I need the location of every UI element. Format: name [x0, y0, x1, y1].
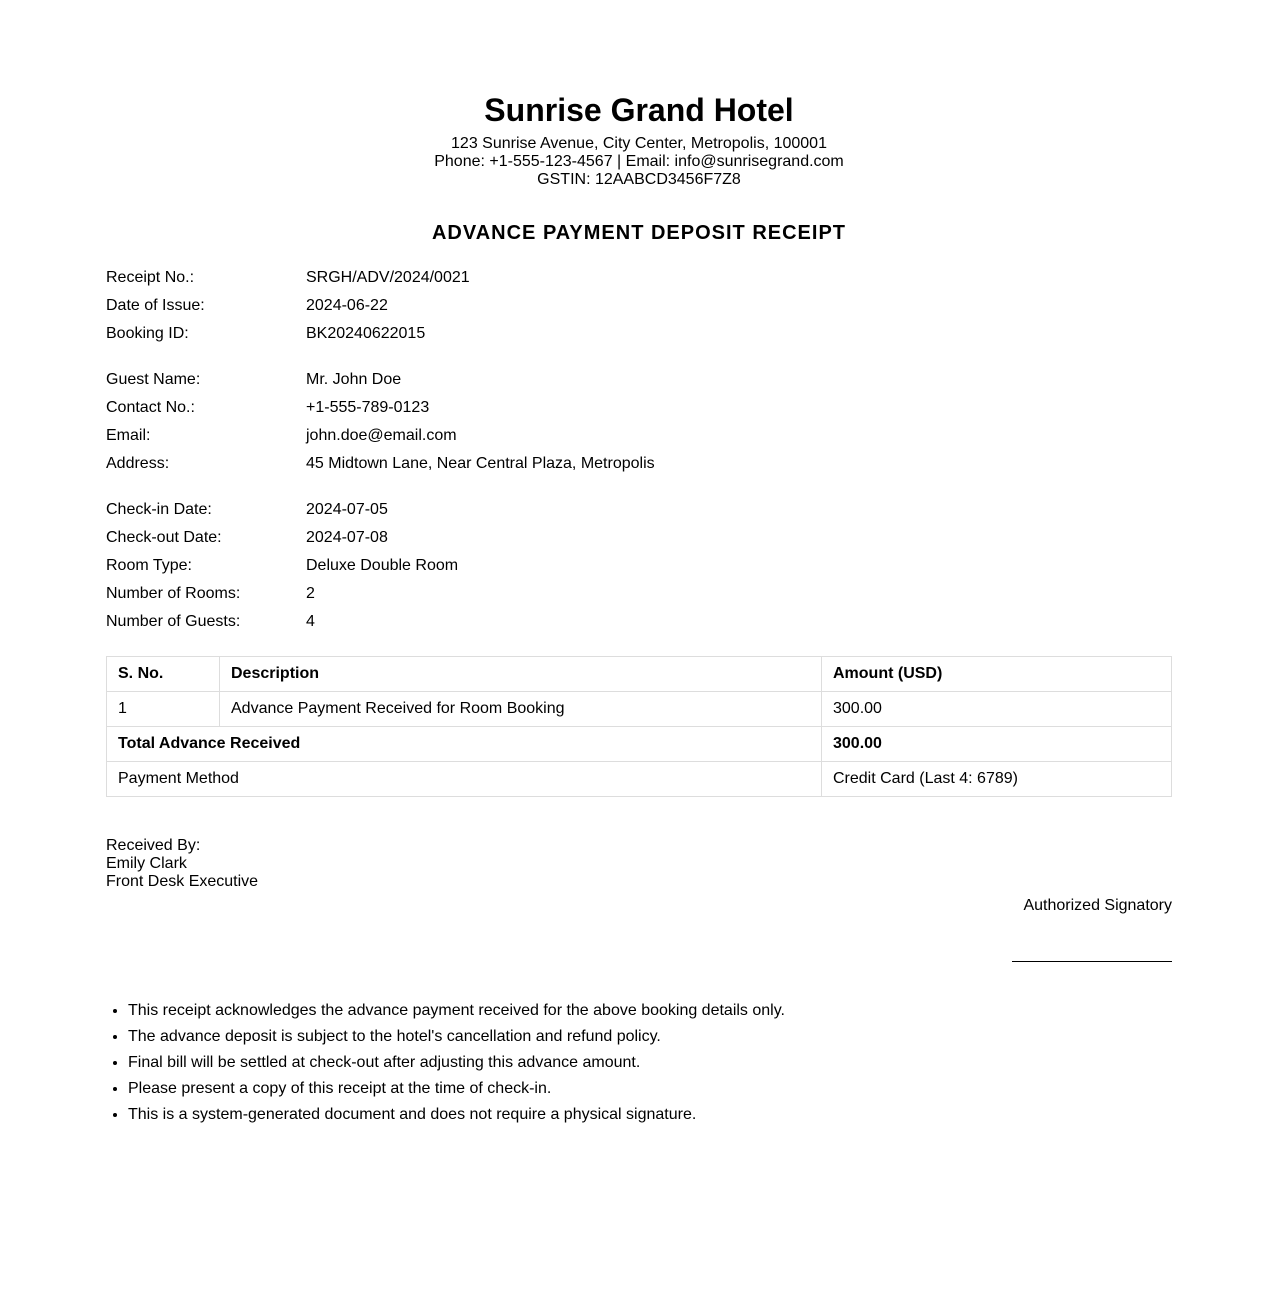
- document-title: ADVANCE PAYMENT DEPOSIT RECEIPT: [431, 222, 847, 244]
- info-label: Email:: [106, 427, 151, 444]
- info-value: BK20240622015: [306, 325, 426, 342]
- table-row: [107, 692, 1172, 727]
- info-label: Number of Guests:: [106, 613, 241, 630]
- info-row-number-of-guests: [106, 608, 1172, 636]
- cell-amount: 300.00: [822, 692, 1172, 727]
- column-header-sno: S. No.: [107, 657, 220, 692]
- list-item: • The advance deposit is subject to the hotel's cancellation and refund policy.: [128, 1024, 1172, 1050]
- info-row-contact-no: [106, 394, 1172, 422]
- info-value: john.doe@email.com: [306, 427, 457, 444]
- authorized-signatory: Authorized Signatory: [1023, 897, 1172, 914]
- guest-info: [106, 366, 1172, 478]
- total-row: [107, 727, 1172, 762]
- info-value: 2024-06-22: [306, 297, 388, 314]
- list-item: • Please present a copy of this receipt at the time of check-in.: [128, 1076, 1172, 1102]
- info-value: Deluxe Double Room: [306, 557, 459, 574]
- info-label: Contact No.:: [106, 399, 195, 416]
- info-row-check-out: [106, 524, 1172, 552]
- list-item: • This receipt acknowledges the advance payment received for the above booking details only.: [128, 998, 1172, 1024]
- hotel-details: [106, 135, 1172, 189]
- hotel-gstin: GSTIN: 12AABCD3456F7Z8: [537, 171, 741, 188]
- hotel-name: Sunrise Grand Hotel: [484, 92, 794, 128]
- column-header-description: Description: [220, 657, 822, 692]
- received-by-label: Received By:: [106, 837, 201, 854]
- info-label: Guest Name:: [106, 371, 201, 388]
- info-label: Check-in Date:: [106, 501, 212, 518]
- info-row-receipt-no: [106, 264, 1172, 292]
- info-label: Booking ID:: [106, 325, 189, 342]
- info-value: Mr. John Doe: [306, 371, 402, 388]
- stay-info: [106, 496, 1172, 636]
- cell-description: Advance Payment Received for Room Booking: [220, 692, 822, 727]
- receipt-info: [106, 264, 1172, 348]
- terms-list: [106, 998, 1172, 1128]
- info-row-check-in: [106, 496, 1172, 524]
- received-by-title: Front Desk Executive: [106, 873, 259, 890]
- info-value: 2024-07-08: [306, 529, 388, 546]
- payment-table: [106, 656, 1172, 797]
- info-value: 4: [306, 613, 315, 630]
- table-header-row: [107, 657, 1172, 692]
- info-value: 45 Midtown Lane, Near Central Plaza, Metropolis: [306, 455, 655, 472]
- info-label: Check-out Date:: [106, 529, 222, 546]
- info-row-date-of-issue: [106, 292, 1172, 320]
- received-by-name: Emily Clark: [106, 855, 187, 872]
- hotel-address: 123 Sunrise Avenue, City Center, Metropolis, 100001: [451, 135, 827, 152]
- info-value: +1-555-789-0123: [306, 399, 430, 416]
- signature-line: [1012, 961, 1172, 962]
- info-label: Room Type:: [106, 557, 192, 574]
- hotel-contact: Phone: +1-555-123-4567 | Email: info@sunrisegrand.com: [434, 153, 844, 170]
- info-label: Receipt No.:: [106, 269, 195, 286]
- info-label: Date of Issue:: [106, 297, 205, 314]
- info-row-email: [106, 422, 1172, 450]
- info-row-booking-id: [106, 320, 1172, 348]
- info-row-guest-name: [106, 366, 1172, 394]
- list-item: • This is a system-generated document and does not require a physical signature.: [128, 1102, 1172, 1128]
- list-item: • Final bill will be settled at check-out after adjusting this advance amount.: [128, 1050, 1172, 1076]
- info-row-address: [106, 450, 1172, 478]
- total-amount: 300.00: [822, 727, 1172, 762]
- column-header-amount: Amount (USD): [822, 657, 1172, 692]
- info-value: SRGH/ADV/2024/0021: [306, 269, 470, 286]
- info-value: 2024-07-05: [306, 501, 388, 518]
- info-row-number-of-rooms: [106, 580, 1172, 608]
- info-value: 2: [306, 585, 315, 602]
- total-label: Total Advance Received: [107, 727, 822, 762]
- info-label: Number of Rooms:: [106, 585, 241, 602]
- payment-method-row: [107, 762, 1172, 797]
- received-by-block: [106, 837, 1172, 891]
- info-label: Address:: [106, 455, 170, 472]
- cell-sno: 1: [107, 692, 220, 727]
- receipt-page: [0, 90, 1278, 1300]
- payment-method-label: Payment Method: [107, 762, 822, 797]
- payment-method-value: Credit Card (Last 4: 6789): [822, 762, 1172, 797]
- info-row-room-type: [106, 552, 1172, 580]
